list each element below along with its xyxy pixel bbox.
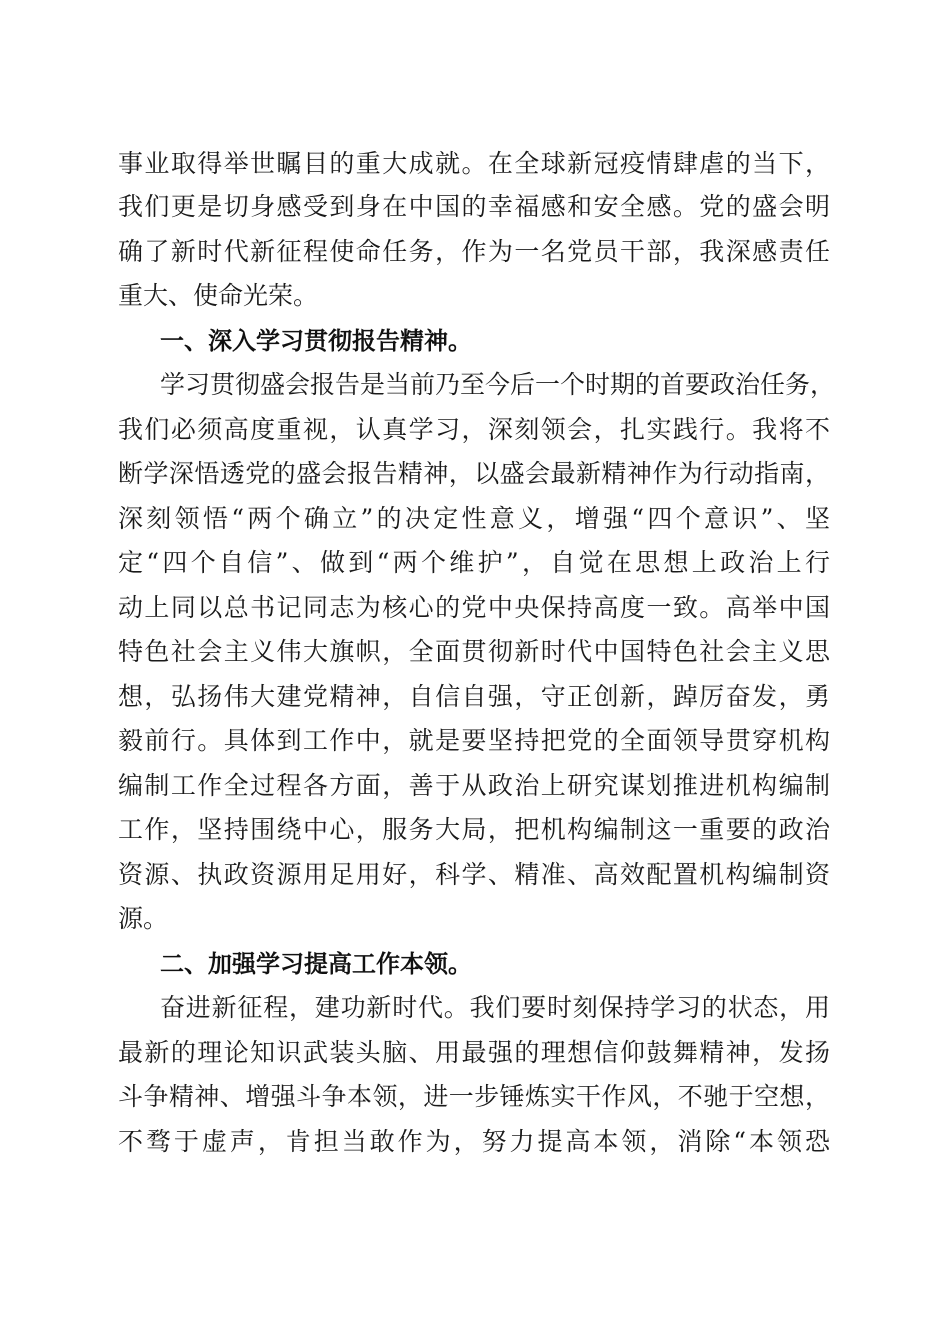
paragraph-line: 想，弘扬伟大建党精神，自信自强，守正创新，踔厉奋发，勇	[118, 682, 830, 711]
paragraph-line: 特色社会主义伟大旗帜，全面贯彻新时代中国特色社会主义思	[118, 637, 830, 666]
section-heading-1: 一、深入学习贯彻报告精神。	[160, 327, 472, 355]
paragraph-line: 深刻领悟“两个确立”的决定性意义，增强“四个意识”、坚	[118, 504, 830, 533]
paragraph-line: 我们必须高度重视，认真学习，深刻领会，扎实践行。我将不	[118, 415, 830, 444]
paragraph-line: 奋进新征程，建功新时代。我们要时刻保持学习的状态，用	[160, 993, 830, 1022]
section-heading-2: 二、加强学习提高工作本领。	[160, 950, 472, 978]
paragraph-line: 资源、执政资源用足用好，科学、精准、高效配置机构编制资	[118, 860, 830, 889]
paragraph-line: 源。	[118, 904, 169, 933]
paragraph-line: 定“四个自信”、做到“两个维护”，自觉在思想上政治上行	[118, 548, 830, 577]
paragraph-line: 毅前行。具体到工作中，就是要坚持把党的全面领导贯穿机构	[118, 726, 830, 755]
paragraph-line: 工作，坚持围绕中心，服务大局，把机构编制这一重要的政治	[118, 815, 830, 844]
paragraph-line: 不骛于虚声，肯担当敢作为，努力提高本领，消除“本领恐	[118, 1127, 830, 1156]
paragraph-line: 斗争精神、增强斗争本领，进一步锤炼实干作风，不驰于空想，	[118, 1082, 830, 1111]
paragraph-line: 事业取得举世瞩目的重大成就。在全球新冠疫情肆虐的当下，	[118, 149, 830, 178]
paragraph-line: 断学深悟透党的盛会报告精神，以盛会最新精神作为行动指南，	[118, 459, 830, 488]
paragraph-line: 重大、使命光荣。	[118, 281, 319, 310]
paragraph-line: 编制工作全过程各方面，善于从政治上研究谋划推进机构编制	[118, 771, 830, 800]
paragraph-line: 学习贯彻盛会报告是当前乃至今后一个时期的首要政治任务，	[160, 370, 836, 399]
paragraph-line: 确了新时代新征程使命任务，作为一名党员干部，我深感责任	[118, 237, 830, 266]
paragraph-line: 动上同以总书记同志为核心的党中央保持高度一致。高举中国	[118, 593, 830, 622]
paragraph-line: 最新的理论知识武装头脑、用最强的理想信仰鼓舞精神，发扬	[118, 1038, 830, 1067]
paragraph-line: 我们更是切身感受到身在中国的幸福感和安全感。党的盛会明	[118, 192, 830, 221]
